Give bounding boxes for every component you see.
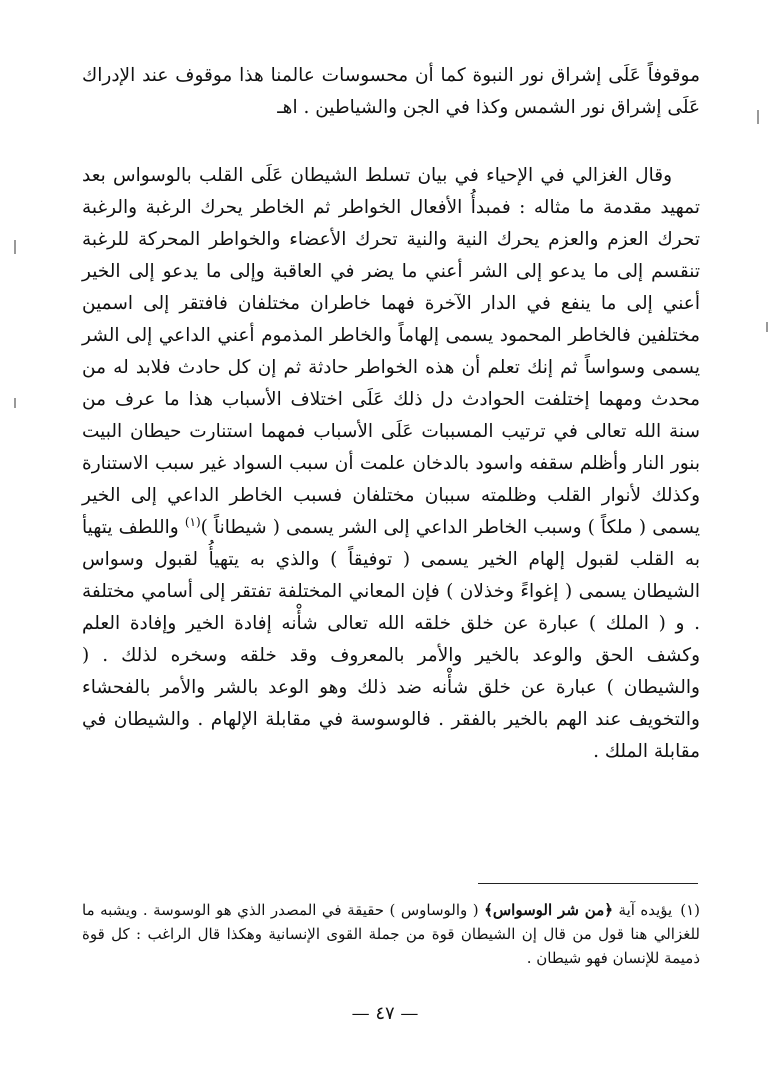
footnote-lead: يؤيده آية [618,901,673,919]
intro-paragraph: موقوفاً عَلَى إشراق نور النبوة كما أن محسوسات عالمنا هذا موقوف عند الإدراك عَلَى إشراق نور الشمس وكذا في الجن والشياطين . اهـ [82,65,700,118]
main-paragraph-part1: وقال الغزالي في الإحياء في بيان تسلط الشيطان عَلَى القلب بالوسواس بعد تمهيد مقدمة ما مثاله : فمبدأُ الأفعال الخواطر ثم الخاطر يحرك الرغبة والرغبة تحرك العزم والعزم يحرك النية والنية تحرك الأعضاء والخواطر المحركة للرغبة تنقسم إلى ما يدعو إلى الشر أعني ما يضر في العاقبة وإلى ما يدعو إلى الخير أعني إلى ما ينفع في الدار الآخرة فهما خاطران مختلفان فافتقر إلى اسمين مختلفين فالخاطر المحمود يسمى إلهاماً والخاطر المذموم أعني الداعي إلى الشر يسمى وسواساً ثم إنك تعلم أن هذه الخواطر حادثة ثم إن كل حادث فلابد له من محدث ومهما إختلفت الحوادث دل ذلك عَلَى اختلاف الأسباب هذا ما عرف من سنة الله تعالى في ترتيب المسببات عَلَى الأسباب فمهما استنارت حيطان البيت بنور النار وأظلم سقفه واسود بالدخان علمت أن سبب السواد غير سبب الاستنارة وكذلك لأنوار القلب وظلمته سببان مختلفان فسبب الخاطر الداعي إلى الخير يسمى ( ملكاً ) وسبب الخاطر الداعي إلى الشر يسمى ( شيطاناً ) [82,165,700,538]
margin-mark [757,110,759,124]
footnote-number: (١) [680,901,700,919]
main-paragraph [82,160,700,768]
margin-mark [14,240,16,254]
footnote [82,898,700,970]
page-number: — ٤٧ — [351,1003,419,1024]
footnote-text: ( والوساوس ) حقيقة في المصدر الذي هو الوسوسة . ويشبه ما للغزالي هنا قول من قال إن الشيطان قوة من جملة القوى الإنسانية وهكذا قال الراغب : كل قوة ذميمة للإنسان فهو شيطان . [82,901,700,967]
footnote-divider [478,883,698,884]
margin-mark [14,398,16,408]
margin-mark [766,322,768,332]
main-paragraph-part2: واللطف يتهيأ به القلب لقبول إلهام الخير يسمى ( توفيقاً ) والذي به يتهيأُ لقبول وسواس الشيطان يسمى ( إغواءً وخذلان ) فإن المعاني المختلفة تفتقر إلى أسامي مختلفة . و ( الملك ) عبارة عن خلق خلقه الله تعالى شأْنه إفادة الخير وإفادة العلم وكشف الحق والوعد بالخير والأمر بالمعروف وقد خلقه وسخره لذلك . ( والشيطان ) عبارة عن خلق شأْنه ضد ذلك وهو الوعد بالشر والأمر بالفحشاء والتخويف عند الهم بالخير بالفقر . فالوسوسة في مقابلة الإلهام . والشيطان في مقابلة الملك . [82,517,700,762]
footnote-verse: ﴿من شر الوسواس﴾ [484,901,614,919]
footnote-reference[interactable]: (١) [184,514,201,529]
